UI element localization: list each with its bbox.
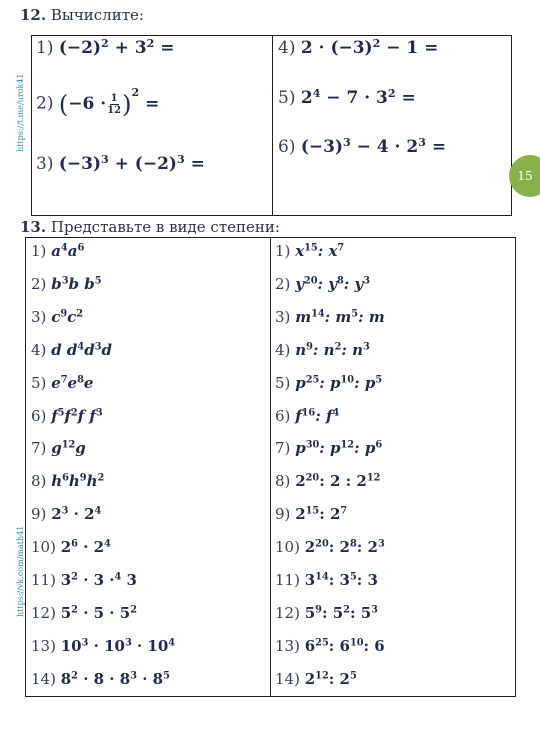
base: · 3 · — [77, 571, 115, 589]
expression — [295, 439, 382, 457]
base: · 8 — [136, 669, 164, 688]
section-13-right-item — [275, 472, 380, 490]
base: 3 — [121, 571, 137, 589]
base: : 5 — [349, 603, 372, 622]
item-number: 13) — [275, 636, 300, 655]
section-13-right-item — [275, 571, 378, 589]
item-number: 2) — [31, 274, 47, 293]
base: x — [295, 242, 305, 260]
item-number: 6) — [278, 137, 296, 157]
base: (−3) — [58, 154, 102, 174]
exponent: 2 — [97, 472, 105, 484]
exponent: 2 — [372, 36, 381, 50]
expression — [295, 341, 370, 359]
section-12-item — [36, 85, 160, 118]
side-link-telegram[interactable]: https://t.me/urok41 — [16, 73, 25, 152]
exponent: 4 — [77, 341, 85, 353]
base: : 2 : 2 — [319, 472, 367, 491]
base: : 2 — [356, 538, 378, 557]
section-13-right-item — [275, 670, 357, 688]
expression — [61, 538, 111, 556]
exponent: 3 — [418, 135, 426, 149]
base: = — [395, 88, 416, 108]
exponent: 5 — [163, 670, 170, 682]
section-13-left-item — [31, 505, 101, 523]
exponent: 16 — [301, 407, 316, 419]
paren-close: ) — [122, 90, 132, 118]
exponent: 12 — [61, 440, 76, 452]
base: 2 — [51, 505, 62, 524]
exponent: 5 — [94, 275, 102, 287]
base: b — [51, 274, 62, 293]
expression — [305, 670, 357, 688]
base: h — [86, 472, 98, 491]
base: g — [51, 439, 62, 458]
base: · 8 · 8 — [77, 669, 131, 688]
section-13-left-item — [31, 670, 170, 688]
base: 2 — [304, 669, 316, 688]
base: = — [184, 154, 205, 174]
base: · 2 — [77, 538, 105, 557]
base: : 2 — [319, 505, 341, 524]
base: 5 — [60, 603, 72, 622]
section-13-left-item — [31, 374, 93, 392]
base: : n — [341, 340, 364, 359]
expression — [51, 308, 83, 326]
section-12-item — [278, 38, 438, 58]
base: h — [51, 472, 63, 491]
base: b b — [68, 274, 95, 293]
base: n — [295, 340, 307, 359]
base: p — [295, 439, 306, 458]
base: c — [51, 307, 61, 326]
exponent: 2 — [130, 604, 137, 616]
base: + (−2) — [108, 154, 177, 174]
expression — [61, 637, 175, 655]
expression — [59, 154, 205, 174]
item-number: 3) — [36, 154, 54, 174]
section-13-right-item — [275, 637, 385, 655]
exponent: 8 — [336, 275, 344, 287]
side-link-vk[interactable]: https://vk.com/math41 — [16, 525, 25, 617]
exponent: 5 — [351, 308, 359, 320]
exponent: 14 — [315, 571, 329, 583]
section-12-item — [36, 38, 175, 58]
base: : p — [354, 439, 376, 458]
expression — [305, 604, 378, 622]
exponent: 7 — [337, 242, 345, 254]
base: : 5 — [321, 603, 344, 622]
item-number: 4) — [31, 340, 47, 359]
expression — [295, 505, 347, 523]
item-number: 12) — [275, 603, 300, 622]
expression — [305, 538, 385, 556]
expression — [51, 472, 104, 490]
base: : f — [315, 406, 333, 425]
exponent: 3 — [363, 275, 371, 287]
exponent: 3 — [124, 637, 132, 649]
exponent: 3 — [61, 505, 69, 517]
section-13-left-item — [31, 407, 103, 425]
exponent: 4 — [168, 637, 176, 649]
expression — [51, 341, 112, 359]
base: − 7 · 3 — [320, 88, 388, 108]
base: m — [295, 307, 312, 326]
expression — [51, 374, 93, 392]
exponent: 8 — [349, 538, 357, 550]
exponent: 12 — [315, 670, 329, 682]
section-12-number: 12. — [20, 6, 47, 24]
base: + 3 — [108, 38, 147, 58]
section-13-right-item — [275, 275, 370, 293]
section-12-heading: Вычислите: — [50, 6, 144, 24]
item-number: 6) — [31, 406, 47, 425]
expression — [295, 472, 380, 490]
base: 5 — [304, 603, 316, 622]
section-13-left-item — [31, 341, 112, 359]
base: : 3 — [356, 571, 378, 589]
base: · 10 — [131, 636, 169, 655]
base: : n — [312, 340, 335, 359]
expression — [295, 308, 385, 326]
expression — [305, 571, 378, 589]
item-number: 9) — [31, 505, 47, 524]
base: e — [67, 373, 78, 392]
exponent: 9 — [306, 341, 313, 353]
section-13-left-item — [31, 242, 84, 260]
exponent: 5 — [57, 407, 65, 419]
base: c — [67, 307, 77, 326]
exponent: 15 — [305, 505, 320, 517]
expression — [295, 275, 370, 293]
base: : p — [354, 373, 376, 392]
exponent: 2 — [146, 36, 155, 50]
base: f — [51, 406, 58, 425]
exponent: 15 — [304, 242, 318, 254]
section-13-left-item — [31, 604, 137, 622]
exponent: 6 — [77, 242, 85, 254]
base: : x — [317, 242, 338, 260]
base: p — [295, 373, 306, 392]
exponent: 3 — [377, 538, 385, 550]
item-number: 13) — [31, 636, 56, 655]
section-13-right-item — [275, 604, 378, 622]
exponent: 10 — [340, 374, 355, 386]
exponent: 3 — [94, 341, 102, 353]
item-number: 11) — [31, 571, 56, 589]
section-13-left-item — [31, 571, 137, 589]
expression — [301, 38, 439, 58]
exponent: 6 — [71, 538, 78, 550]
section-13-right-item — [275, 341, 370, 359]
section-12-item — [278, 137, 446, 157]
item-number: 9) — [275, 505, 291, 524]
exponent: 3 — [176, 152, 185, 166]
exponent: 2 — [387, 86, 396, 100]
base: : 2 — [328, 669, 350, 688]
section-13-table — [25, 237, 516, 697]
exponent: 3 — [61, 275, 69, 287]
exponent: 5 — [349, 571, 357, 583]
exponent: 4 — [60, 242, 68, 254]
section-12-table — [31, 35, 512, 216]
base: g — [75, 439, 86, 458]
base: 6 — [304, 636, 316, 655]
exponent: 3 — [363, 341, 370, 353]
base: − 4 · 2 — [350, 137, 419, 157]
base: (−3) — [300, 137, 344, 157]
base: 3 — [60, 571, 72, 589]
item-number: 14) — [31, 669, 56, 688]
base: a — [67, 242, 78, 260]
exponent: 3 — [81, 637, 89, 649]
base: : 6 — [363, 636, 385, 655]
expression — [61, 571, 137, 589]
section-13-right-item — [275, 538, 385, 556]
item-number: 8) — [31, 472, 47, 491]
section-12-item — [278, 88, 416, 108]
section-12-divider — [272, 36, 273, 215]
item-number: 6) — [275, 406, 291, 425]
exponent: 3 — [101, 152, 109, 166]
exponent: 4 — [94, 505, 102, 517]
base: d — [101, 340, 112, 359]
item-number: 7) — [275, 439, 291, 458]
expression — [61, 670, 170, 688]
exponent: 2 — [71, 670, 78, 682]
base: f — [295, 406, 302, 425]
base: 2 · (−3) — [300, 38, 373, 58]
item-number: 8) — [275, 472, 291, 491]
exponent: 12 — [366, 472, 381, 484]
item-number: 10) — [31, 538, 56, 557]
base: e — [83, 373, 94, 392]
section-13-left-item — [31, 538, 111, 556]
exponent: 10 — [349, 637, 364, 649]
base: 3 — [304, 571, 316, 589]
exponent: 12 — [340, 440, 355, 452]
base: y — [295, 274, 304, 293]
base: e — [51, 373, 61, 392]
paren-open: ( — [58, 90, 69, 118]
section-13-title — [20, 218, 280, 236]
exponent: 20 — [305, 472, 320, 484]
exponent: 2 — [101, 36, 109, 50]
section-13-heading: Представьте в виде степени: — [50, 218, 280, 236]
item-number: 14) — [275, 669, 300, 688]
base: a — [51, 242, 61, 260]
exponent: 4 — [312, 86, 321, 100]
base: (−2) — [58, 38, 102, 58]
section-13-number: 13. — [20, 218, 47, 236]
base: · 5 · 5 — [77, 603, 131, 622]
exponent: 7 — [60, 374, 68, 386]
exponent: 2 — [334, 341, 342, 353]
section-13-right-item — [275, 505, 347, 523]
base: : y — [343, 274, 364, 293]
section-12-item — [36, 154, 205, 174]
exponent: 7 — [340, 505, 348, 517]
section-13-left-item — [31, 637, 175, 655]
exponent: 25 — [315, 637, 329, 649]
item-number: 1) — [275, 242, 291, 260]
section-13-divider — [270, 238, 271, 696]
base: f — [64, 406, 71, 425]
item-number: 5) — [31, 373, 47, 392]
item-number: 5) — [275, 373, 291, 392]
exponent: 2 — [76, 308, 84, 320]
item-number: 7) — [31, 439, 47, 458]
base: : p — [319, 439, 341, 458]
section-13-right-item — [275, 242, 344, 260]
item-number: 4) — [278, 38, 296, 58]
expression — [58, 85, 160, 118]
base: − 1 = — [380, 38, 439, 58]
base: · 2 — [68, 505, 95, 524]
exponent: 9 — [60, 308, 68, 320]
base: · 10 — [88, 636, 125, 655]
expression — [51, 242, 84, 260]
base: = — [425, 137, 447, 157]
exponent: 3 — [371, 604, 378, 616]
exponent: 30 — [305, 440, 320, 452]
base: f f — [77, 406, 96, 425]
item-number: 3) — [31, 307, 47, 326]
expression — [295, 242, 344, 260]
exponent: 20 — [315, 538, 329, 550]
exponent: 2 — [343, 604, 350, 616]
expression — [61, 604, 137, 622]
expression — [305, 637, 385, 655]
base: = — [154, 38, 175, 58]
base: 2 — [60, 538, 72, 557]
item-number: 1) — [31, 242, 47, 260]
exponent: 5 — [349, 670, 357, 682]
base: 2 — [304, 538, 316, 557]
page-number-badge — [509, 155, 540, 197]
expression — [51, 505, 101, 523]
expression — [51, 275, 101, 293]
expression — [301, 88, 416, 108]
exponent: 2 — [71, 604, 78, 616]
expression — [59, 38, 175, 58]
exponent: 20 — [303, 275, 318, 287]
item-number: 3) — [275, 307, 291, 326]
base: d — [84, 340, 95, 359]
base: 10 — [60, 636, 82, 655]
base: : 6 — [328, 636, 350, 655]
exponent: 5 — [375, 374, 383, 386]
exponent: 3 — [95, 407, 103, 419]
exponent: 6 — [375, 440, 383, 452]
item-number: 12) — [31, 603, 56, 622]
expression — [51, 407, 102, 425]
exponent: 2 — [70, 407, 78, 419]
exponent: 14 — [311, 308, 325, 320]
fraction-numerator: 1 — [110, 92, 118, 104]
item-number: 5) — [278, 88, 296, 108]
exponent: 2 — [71, 571, 78, 583]
section-13-left-item — [31, 275, 101, 293]
base: : 2 — [328, 538, 350, 557]
expression — [295, 374, 382, 392]
exponent: 9 — [79, 472, 87, 484]
section-13-right-item — [275, 439, 382, 457]
item-number: 1) — [36, 38, 54, 58]
expression — [301, 137, 446, 157]
exponent: 25 — [305, 374, 320, 386]
exponent: 4 — [114, 571, 122, 583]
base: : 3 — [328, 571, 350, 589]
base: : y — [317, 274, 337, 293]
section-13-left-item — [31, 308, 83, 326]
fraction-denominator: 12 — [107, 104, 122, 116]
base: d d — [51, 340, 78, 359]
exponent: 3 — [130, 670, 137, 682]
item-number: 4) — [275, 340, 291, 359]
item-number: 10) — [275, 538, 300, 557]
exponent: 8 — [77, 374, 84, 386]
exponent: 4 — [104, 538, 111, 550]
item-number: 11) — [275, 571, 300, 589]
base: 2 — [295, 472, 306, 491]
base: −6 · — [68, 93, 107, 114]
base: 2 — [295, 505, 306, 524]
exponent: 2 — [131, 85, 140, 99]
exponent: 6 — [62, 472, 69, 484]
base: : m — [324, 307, 352, 326]
item-number: 2) — [36, 93, 54, 114]
section-13-left-item — [31, 439, 86, 457]
base: : p — [319, 373, 341, 392]
base: : m — [358, 307, 385, 326]
section-13-right-item — [275, 374, 382, 392]
exponent: 4 — [332, 407, 340, 419]
section-13-left-item — [31, 472, 104, 490]
page-number: 15 — [517, 169, 533, 183]
base: 2 — [300, 88, 313, 108]
expression — [295, 407, 339, 425]
base: 8 — [60, 669, 72, 688]
exponent: 3 — [343, 135, 351, 149]
expression — [51, 439, 86, 457]
fraction — [107, 93, 121, 116]
base: h — [68, 472, 80, 491]
section-13-right-item — [275, 407, 339, 425]
section-12-title — [20, 6, 144, 24]
item-number: 2) — [275, 274, 291, 293]
equals-sign: = — [145, 93, 160, 114]
exponent: 9 — [315, 604, 322, 616]
section-13-right-item — [275, 308, 385, 326]
